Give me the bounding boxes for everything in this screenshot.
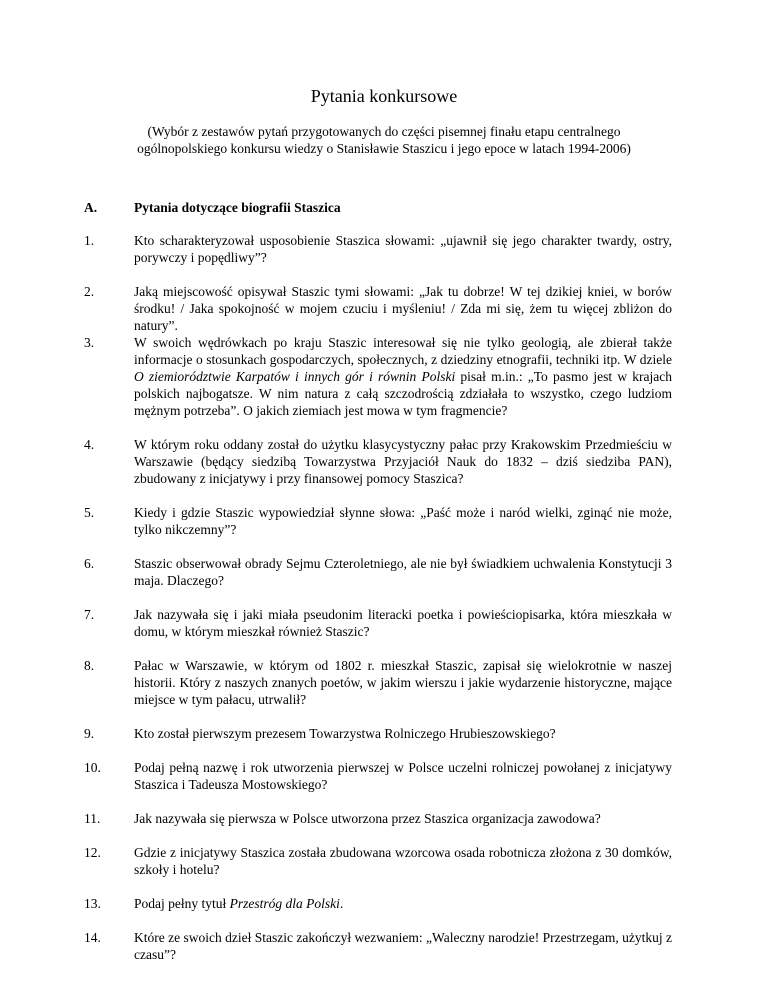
question-number: 14. bbox=[84, 930, 101, 945]
question-text-part: W swoich wędrówkach po kraju Staszic interesował się nie tylko geologią, ale zbierał także informacje o stosunkach gospodarczych, społecznych, z dziedziny etnografii, techniki itp. W dziele bbox=[134, 335, 672, 367]
question-number: 6. bbox=[84, 556, 95, 571]
question-5 bbox=[84, 504, 672, 538]
question-number: 10. bbox=[84, 760, 101, 775]
question-7 bbox=[84, 606, 672, 640]
section-heading bbox=[84, 199, 341, 216]
book-title: O ziemiorództwie Karpatów i innych gór i równin Polski bbox=[134, 369, 456, 384]
question-number: 4. bbox=[84, 437, 95, 452]
question-number: 8. bbox=[84, 658, 95, 673]
question-number: 2. bbox=[84, 284, 95, 299]
question-text bbox=[134, 895, 672, 912]
document-subtitle: (Wybór z zestawów pytań przygotowanych do części pisemnej finału etapu centralnego ogólnopolskiego konkursu wiedzy o Stanisławie Staszicu i jego epoce w latach 1994-2006) bbox=[137, 124, 631, 156]
question-number: 12. bbox=[84, 845, 101, 860]
question-text: Podaj pełną nazwę i rok utworzenia pierwszej w Polsce uczelni rolniczej powołanej z inicjatywy Staszica i Tadeusza Mostowskiego? bbox=[134, 760, 672, 792]
question-text: Gdzie z inicjatywy Staszica została zbudowana wzorcowa osada robotnicza złożona z 30 domków, szkoły i hotelu? bbox=[134, 845, 672, 877]
question-9 bbox=[84, 725, 672, 742]
question-number: 1. bbox=[84, 233, 95, 248]
question-text: Pałac w Warszawie, w którym od 1802 r. mieszkał Staszic, zapisał się wielokrotnie w naszej historii. Który z naszych znanych poetów, w jakim wierszu i jakie wydarzenie historyczne, mające miejsce w tym pałacu, utrwalił? bbox=[134, 658, 672, 707]
question-text-part: pisał m.in.: „To pasmo jest w krajach polskich najbogatsze. W nim natura z całą szczodrością zdziałała to wszystko, czego ludziom mężnym potrzeba”. O jakich ziemiach jest mowa w tym fragmencie? bbox=[134, 369, 672, 418]
question-6 bbox=[84, 555, 672, 589]
document-title: Pytania konkursowe bbox=[310, 86, 458, 106]
book-title: Przestróg dla Polski bbox=[229, 896, 340, 911]
question-text: Jak nazywała się i jaki miała pseudonim literacki poetka i powieściopisarka, która mieszkała w domu, w którym mieszkał również Staszic? bbox=[134, 607, 672, 639]
question-8 bbox=[84, 657, 672, 708]
question-number: 9. bbox=[84, 726, 95, 741]
section-letter: A. bbox=[84, 200, 98, 215]
question-text-part: Podaj pełny tytuł bbox=[134, 896, 230, 911]
question-text: Kiedy i gdzie Staszic wypowiedział słynne słowa: „Paść może i naród wielki, zginąć nie może, tylko nikczemny”? bbox=[134, 505, 672, 537]
question-11 bbox=[84, 810, 672, 827]
question-12 bbox=[84, 844, 672, 878]
question-4 bbox=[84, 436, 672, 487]
question-2 bbox=[84, 283, 672, 334]
question-text bbox=[134, 334, 672, 419]
question-text: Które ze swoich dzieł Staszic zakończył wezwaniem: „Waleczny narodzie! Przestrzegam, użytkuj z czasu”? bbox=[134, 930, 672, 962]
question-text-part: . bbox=[339, 896, 344, 911]
question-text: W którym roku oddany został do użytku klasycystyczny pałac przy Krakowskim Przedmieściu w Warszawie (będący siedzibą Towarzystwa Przyjaciół Nauk do 1832 – dziś siedziba PAN), zbudowany z inicjatywy i przy finansowej pomocy Staszica? bbox=[134, 437, 672, 486]
question-text: Kto scharakteryzował usposobienie Staszica słowami: „ujawnił się jego charakter twardy, ostry, porywczy i popędliwy”? bbox=[134, 233, 672, 265]
question-number: 13. bbox=[84, 896, 101, 911]
question-10 bbox=[84, 759, 672, 793]
section-title: Pytania dotyczące biografii Staszica bbox=[134, 200, 341, 215]
question-text: Kto został pierwszym prezesem Towarzystwa Rolniczego Hrubieszowskiego? bbox=[134, 726, 556, 741]
question-number: 3. bbox=[84, 335, 95, 350]
question-1 bbox=[84, 232, 672, 266]
question-13 bbox=[84, 895, 672, 912]
question-text: Staszic obserwował obrady Sejmu Czteroletniego, ale nie był świadkiem uchwalenia Konstytucji 3 maja. Dlaczego? bbox=[134, 556, 672, 588]
question-number: 11. bbox=[84, 811, 101, 826]
question-text: Jak nazywała się pierwsza w Polsce utworzona przez Staszica organizacja zawodowa? bbox=[134, 811, 601, 826]
question-14 bbox=[84, 929, 672, 963]
question-number: 7. bbox=[84, 607, 95, 622]
question-number: 5. bbox=[84, 505, 95, 520]
question-text: Jaką miejscowość opisywał Staszic tymi słowami: „Jak tu dobrze! W tej dzikiej kniei, w borów środku! / Jaka spokojność w mojem czuciu i myśleniu! / Zda mi się, żem tu więcej zbliżon do natury”. bbox=[134, 284, 672, 333]
question-3 bbox=[84, 334, 672, 419]
